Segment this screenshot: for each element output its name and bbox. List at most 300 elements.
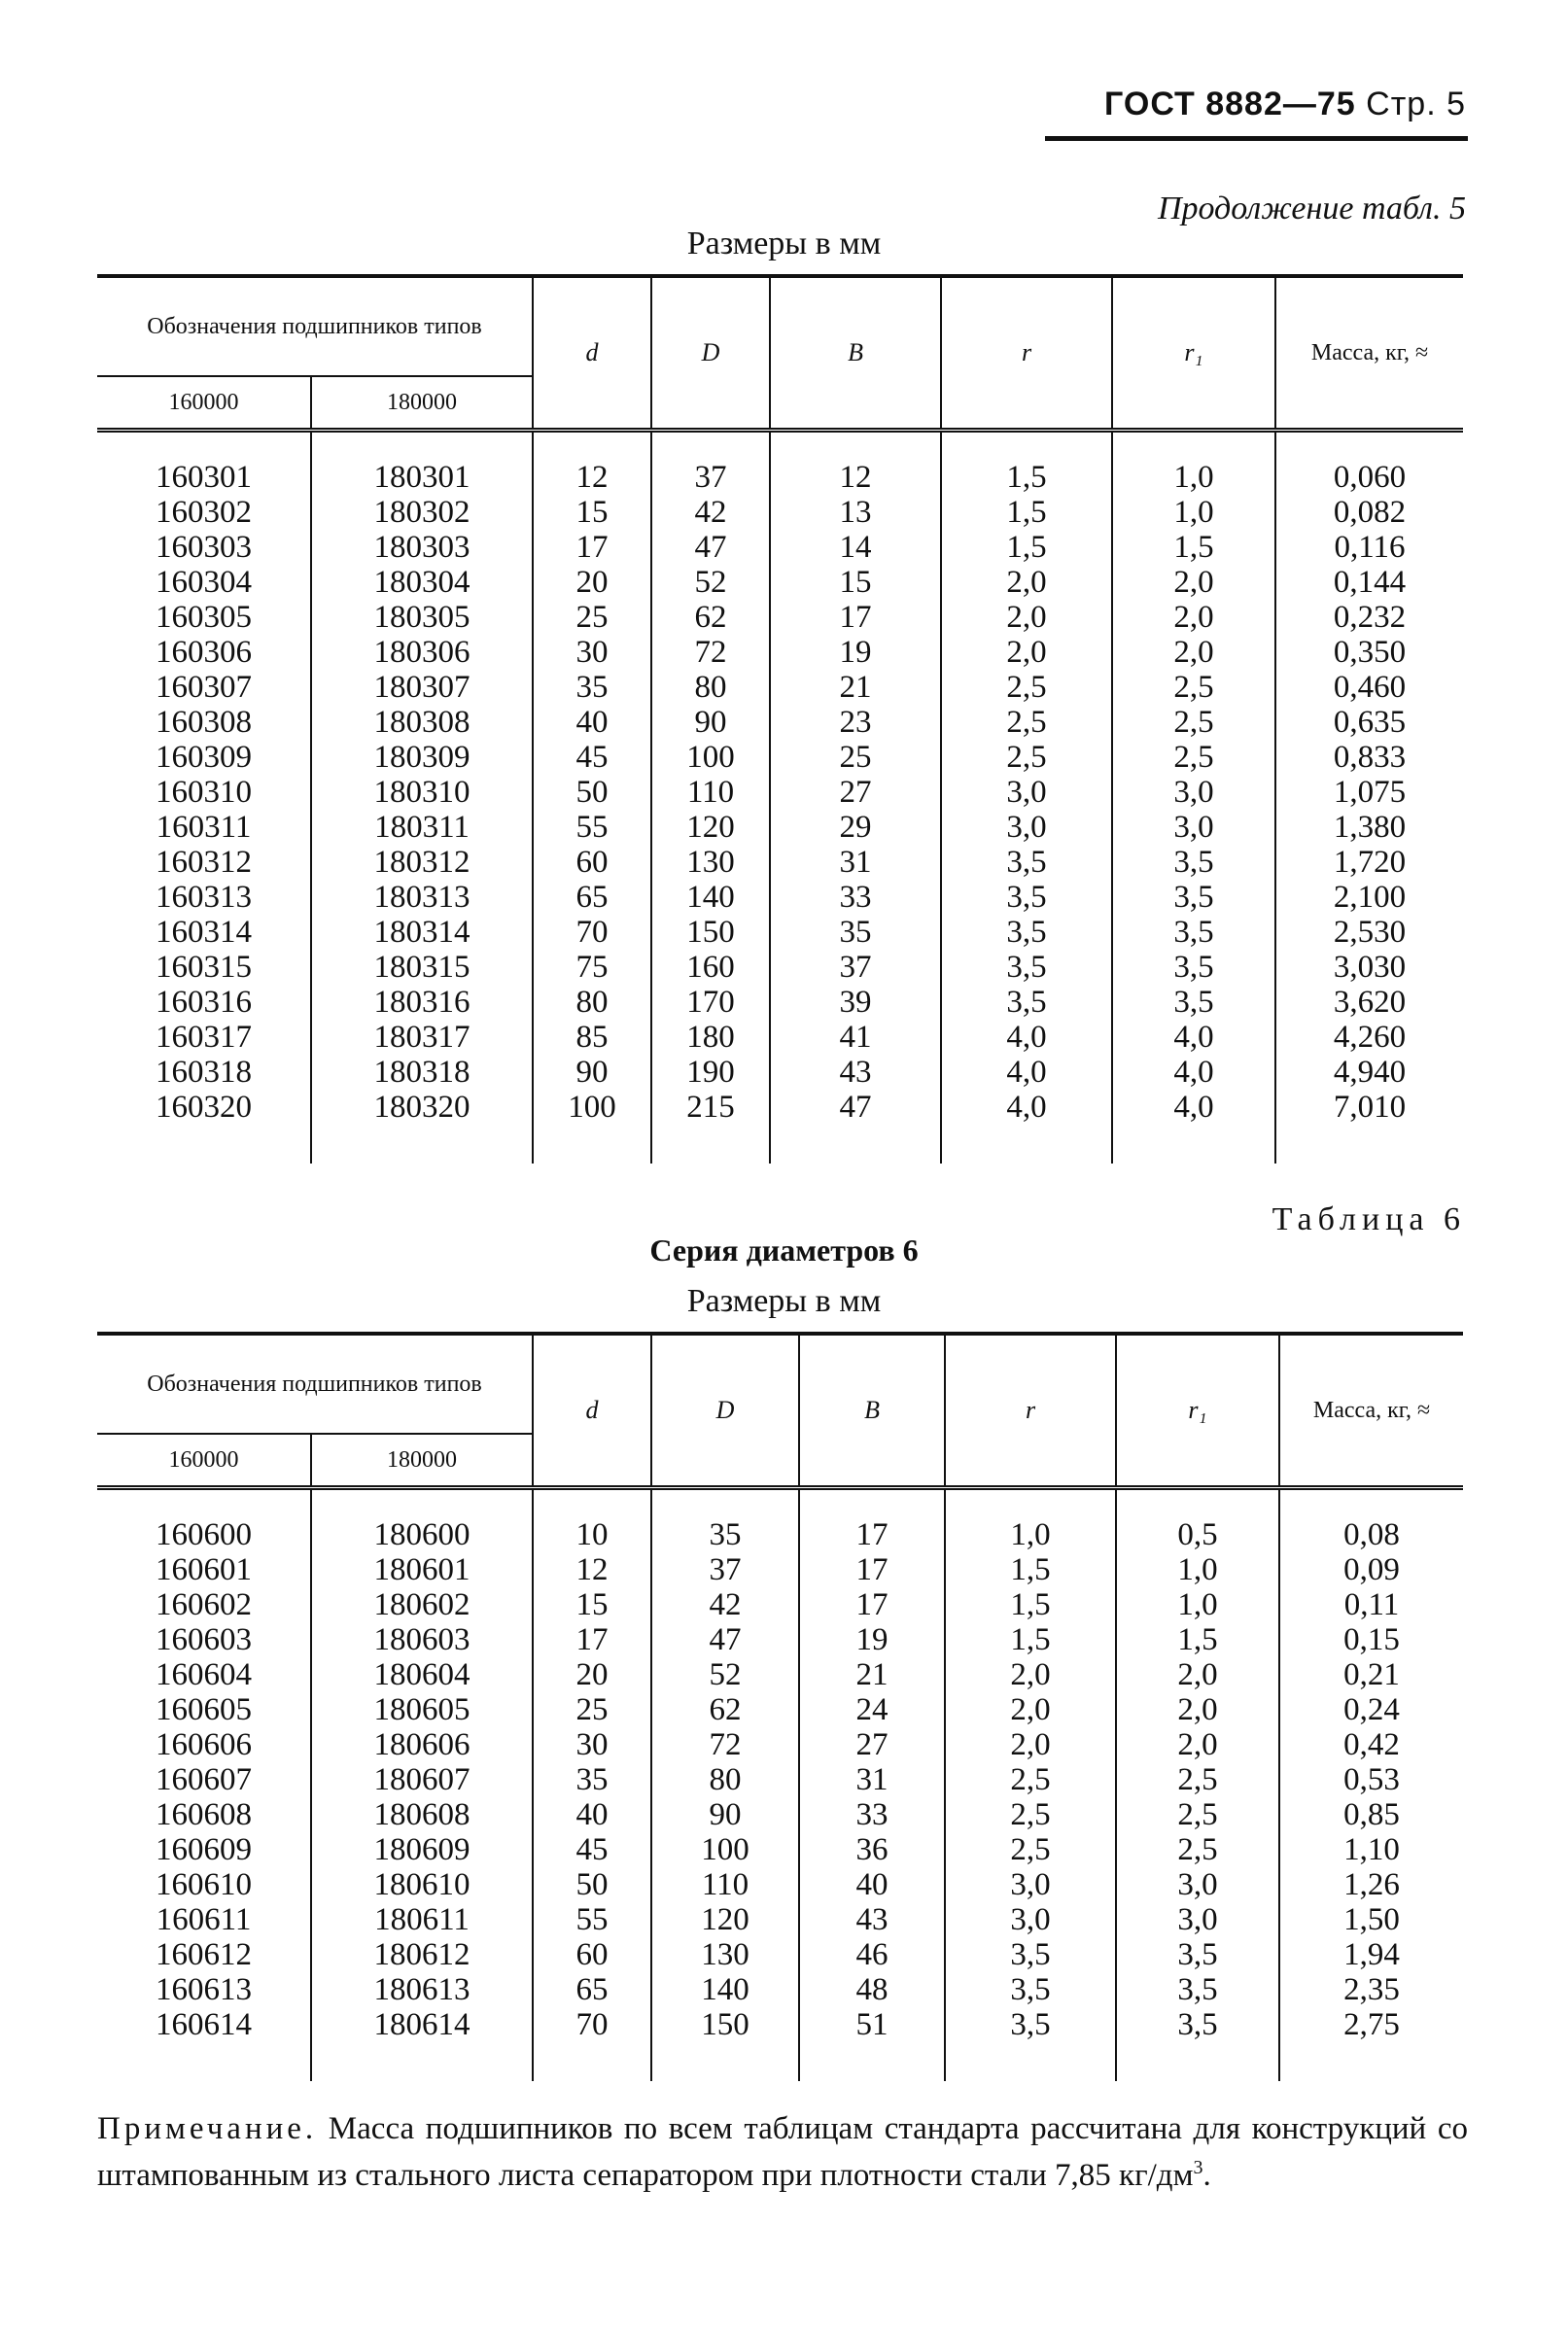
cell-type-160000: 160608: [156, 1797, 252, 1832]
note-superscript: 3: [1193, 2157, 1203, 2178]
table-row: [97, 460, 1463, 495]
cell-D: 110: [651, 1867, 799, 1902]
cell-type-160000: 160311: [156, 810, 252, 845]
cell-type-160000: 160307: [156, 670, 252, 705]
cell-r: 4,0: [941, 1090, 1112, 1125]
spacer-row: [97, 1488, 1463, 1518]
cell-r: 1,5: [945, 1622, 1116, 1657]
cell-type-160000: 160607: [156, 1762, 252, 1797]
cell-B: 27: [799, 1727, 945, 1762]
cell-r1: 2,5: [1112, 705, 1275, 740]
cell-type-180000: 180602: [311, 1587, 533, 1622]
cell-r1: 3,5: [1116, 2007, 1279, 2042]
table-row: [97, 1727, 1463, 1762]
cell-D: 100: [651, 1832, 799, 1867]
cell-mass: 2,100: [1275, 880, 1463, 915]
cell-mass: 7,010: [1275, 1090, 1463, 1125]
cell-mass: 1,94: [1279, 1937, 1463, 1972]
table6-series: Серия диаметров 6: [649, 1233, 919, 1268]
cell-mass: 3,620: [1275, 985, 1463, 1020]
cell-mass: 0,460: [1275, 670, 1463, 705]
cell-type-180000: 180606: [311, 1727, 533, 1762]
cell-type-160000: 160602: [156, 1587, 252, 1622]
spacer-row: [97, 431, 1463, 461]
page-header: [1104, 86, 1466, 123]
cell-type-180000: 180603: [311, 1622, 533, 1657]
cell-B: 41: [770, 1020, 941, 1055]
cell-B: 17: [799, 1587, 945, 1622]
cell-mass: 0,060: [1275, 460, 1463, 495]
designation-header: Обозначения подшипников типов: [97, 1334, 533, 1434]
cell-r: 2,0: [945, 1692, 1116, 1727]
cell-type-160000: 160600: [156, 1517, 252, 1552]
page-number: Стр. 5: [1366, 86, 1466, 122]
cell-B: 27: [770, 775, 941, 810]
cell-mass: 2,35: [1279, 1972, 1463, 2007]
cell-r: 3,0: [941, 810, 1112, 845]
cell-d: 15: [533, 495, 651, 530]
cell-B: 25: [770, 740, 941, 775]
cell-type-160000: 160315: [156, 950, 252, 985]
cell-B: 43: [770, 1055, 941, 1090]
table-row: [97, 600, 1463, 635]
cell-d: 40: [533, 705, 651, 740]
cell-type-180000: 180304: [311, 565, 533, 600]
col-r-header: r: [945, 1334, 1116, 1488]
cell-d: 70: [533, 2007, 651, 2042]
cell-r: 1,5: [941, 495, 1112, 530]
table-row: [97, 1657, 1463, 1692]
table-row: [97, 1832, 1463, 1867]
cell-d: 35: [533, 1762, 651, 1797]
cell-type-180000: 180320: [311, 1090, 533, 1125]
type-160000-header: 160000: [97, 376, 311, 431]
cell-r: 2,5: [941, 670, 1112, 705]
cell-type-180000: 180305: [311, 600, 533, 635]
cell-B: 48: [799, 1972, 945, 2007]
cell-D: 215: [651, 1090, 770, 1125]
cell-D: 37: [651, 1552, 799, 1587]
cell-D: 72: [651, 635, 770, 670]
cell-r1: 3,5: [1116, 1972, 1279, 2007]
cell-d: 55: [533, 810, 651, 845]
cell-type-160000: 160612: [156, 1937, 252, 1972]
cell-type-160000: 160313: [156, 880, 252, 915]
cell-r: 3,0: [945, 1902, 1116, 1937]
cell-type-160000: 160316: [156, 985, 252, 1020]
cell-r1: 4,0: [1112, 1090, 1275, 1125]
cell-r: 2,5: [945, 1797, 1116, 1832]
cell-B: 33: [770, 880, 941, 915]
cell-r: 2,0: [941, 565, 1112, 600]
cell-r1: 3,0: [1116, 1867, 1279, 1902]
note-label: Примечание.: [97, 2111, 318, 2146]
cell-r: 3,5: [945, 2007, 1116, 2042]
cell-d: 20: [533, 1657, 651, 1692]
cell-D: 190: [651, 1055, 770, 1090]
cell-r1: 3,5: [1112, 950, 1275, 985]
table-row: [97, 1902, 1463, 1937]
cell-type-160000: 160318: [156, 1055, 252, 1090]
table-row: [97, 880, 1463, 915]
cell-type-180000: 180314: [311, 915, 533, 950]
cell-type-180000: 180610: [311, 1867, 533, 1902]
cell-d: 60: [533, 845, 651, 880]
cell-B: 46: [799, 1937, 945, 1972]
cell-B: 23: [770, 705, 941, 740]
cell-D: 150: [651, 915, 770, 950]
cell-type-160000: 160301: [156, 460, 252, 495]
cell-B: 19: [799, 1622, 945, 1657]
cell-D: 52: [651, 565, 770, 600]
cell-mass: 2,75: [1279, 2007, 1463, 2042]
table-row: [97, 670, 1463, 705]
cell-type-180000: 180604: [311, 1657, 533, 1692]
cell-D: 140: [651, 880, 770, 915]
cell-mass: 0,11: [1279, 1587, 1463, 1622]
cell-mass: 4,260: [1275, 1020, 1463, 1055]
cell-type-160000: 160603: [156, 1622, 252, 1657]
cell-d: 30: [533, 635, 651, 670]
cell-d: 45: [533, 740, 651, 775]
cell-type-180000: 180614: [311, 2007, 533, 2042]
table-row: [97, 495, 1463, 530]
cell-d: 12: [533, 460, 651, 495]
col-B-header: B: [770, 276, 941, 431]
cell-type-160000: 160605: [156, 1692, 252, 1727]
cell-r1: 3,5: [1112, 915, 1275, 950]
cell-d: 10: [533, 1517, 651, 1552]
cell-mass: 1,10: [1279, 1832, 1463, 1867]
note-text: Масса подшипников по всем таблицам стандарта рассчитана для конструкций со штампованным из стального листа сепаратором при плотности стали 7,85 кг/дм: [97, 2111, 1468, 2193]
cell-r1: 2,5: [1116, 1762, 1279, 1797]
cell-type-160000: 160614: [156, 2007, 252, 2042]
spacer-row: [97, 1125, 1463, 1164]
cell-B: 31: [799, 1762, 945, 1797]
cell-d: 50: [533, 1867, 651, 1902]
cell-r: 3,0: [941, 775, 1112, 810]
type-180000-header: 180000: [311, 376, 533, 431]
cell-r1: 2,5: [1116, 1797, 1279, 1832]
col-B-header: B: [799, 1334, 945, 1488]
cell-r1: 3,0: [1112, 810, 1275, 845]
cell-mass: 0,833: [1275, 740, 1463, 775]
cell-mass: 0,15: [1279, 1622, 1463, 1657]
table6-label: Таблица 6: [1272, 1201, 1466, 1237]
cell-type-180000: 180317: [311, 1020, 533, 1055]
cell-r: 2,0: [941, 635, 1112, 670]
cell-d: 12: [533, 1552, 651, 1587]
cell-D: 150: [651, 2007, 799, 2042]
cell-type-160000: 160609: [156, 1832, 252, 1867]
cell-r1: 1,5: [1116, 1622, 1279, 1657]
cell-r1: 3,5: [1116, 1937, 1279, 1972]
cell-type-160000: 160610: [156, 1867, 252, 1902]
table-row: [97, 1622, 1463, 1657]
cell-type-180000: 180316: [311, 985, 533, 1020]
table6-units: Размеры в мм: [686, 1283, 882, 1319]
cell-type-180000: 180307: [311, 670, 533, 705]
table-row: [97, 985, 1463, 1020]
cell-D: 130: [651, 845, 770, 880]
cell-r1: 2,0: [1116, 1657, 1279, 1692]
cell-mass: 0,24: [1279, 1692, 1463, 1727]
table-row: [97, 1972, 1463, 2007]
cell-D: 140: [651, 1972, 799, 2007]
cell-D: 62: [651, 600, 770, 635]
cell-r1: 2,5: [1116, 1832, 1279, 1867]
table-row: [97, 1587, 1463, 1622]
cell-d: 65: [533, 880, 651, 915]
cell-B: 24: [799, 1692, 945, 1727]
cell-B: 37: [770, 950, 941, 985]
cell-r1: 4,0: [1112, 1020, 1275, 1055]
col-D-header: D: [651, 276, 770, 431]
cell-D: 170: [651, 985, 770, 1020]
table-row: [97, 565, 1463, 600]
col-mass-header: Масса, кг, ≈: [1279, 1334, 1463, 1488]
cell-r: 2,5: [945, 1762, 1116, 1797]
cell-mass: 0,53: [1279, 1762, 1463, 1797]
cell-d: 90: [533, 1055, 651, 1090]
cell-d: 65: [533, 1972, 651, 2007]
cell-type-180000: 180315: [311, 950, 533, 985]
cell-B: 39: [770, 985, 941, 1020]
cell-r: 1,5: [941, 460, 1112, 495]
cell-r: 3,0: [945, 1867, 1116, 1902]
cell-type-180000: 180601: [311, 1552, 533, 1587]
cell-D: 47: [651, 530, 770, 565]
cell-D: 100: [651, 740, 770, 775]
cell-type-180000: 180612: [311, 1937, 533, 1972]
cell-B: 15: [770, 565, 941, 600]
table-row: [97, 740, 1463, 775]
cell-mass: 1,26: [1279, 1867, 1463, 1902]
note-end: .: [1202, 2158, 1211, 2193]
cell-type-160000: 160611: [156, 1902, 252, 1937]
cell-B: 31: [770, 845, 941, 880]
table-row: [97, 530, 1463, 565]
cell-D: 42: [651, 495, 770, 530]
cell-r: 3,5: [945, 1937, 1116, 1972]
cell-type-180000: 180301: [311, 460, 533, 495]
cell-r1: 2,0: [1116, 1692, 1279, 1727]
cell-r: 2,0: [941, 600, 1112, 635]
cell-d: 25: [533, 1692, 651, 1727]
cell-type-180000: 180309: [311, 740, 533, 775]
cell-type-180000: 180302: [311, 495, 533, 530]
cell-r1: 1,0: [1112, 460, 1275, 495]
cell-r: 1,5: [945, 1587, 1116, 1622]
cell-d: 75: [533, 950, 651, 985]
cell-mass: 0,85: [1279, 1797, 1463, 1832]
table-row: [97, 1552, 1463, 1587]
cell-type-160000: 160314: [156, 915, 252, 950]
cell-D: 47: [651, 1622, 799, 1657]
cell-mass: 4,940: [1275, 1055, 1463, 1090]
cell-mass: 2,530: [1275, 915, 1463, 950]
cell-d: 55: [533, 1902, 651, 1937]
header-rule: [1045, 136, 1468, 141]
cell-type-180000: 180613: [311, 1972, 533, 2007]
col-D-header: D: [651, 1334, 799, 1488]
type-180000-header: 180000: [311, 1434, 533, 1488]
cell-type-180000: 180611: [311, 1902, 533, 1937]
cell-d: 35: [533, 670, 651, 705]
cell-type-180000: 180608: [311, 1797, 533, 1832]
cell-type-160000: 160303: [156, 530, 252, 565]
cell-r1: 2,0: [1116, 1727, 1279, 1762]
cell-D: 120: [651, 810, 770, 845]
cell-r: 1,0: [945, 1517, 1116, 1552]
cell-type-160000: 160606: [156, 1727, 252, 1762]
col-r-header: r: [941, 276, 1112, 431]
cell-type-160000: 160304: [156, 565, 252, 600]
col-r1-header: r₁: [1116, 1334, 1279, 1488]
table-row: [97, 775, 1463, 810]
cell-B: 12: [770, 460, 941, 495]
col-mass-header: Масса, кг, ≈: [1275, 276, 1463, 431]
cell-r1: 4,0: [1112, 1055, 1275, 1090]
cell-r1: 3,0: [1116, 1902, 1279, 1937]
cell-type-160000: 160613: [156, 1972, 252, 2007]
cell-r: 2,5: [945, 1832, 1116, 1867]
table-row: [97, 635, 1463, 670]
table5: [97, 274, 1463, 1164]
cell-d: 100: [533, 1090, 651, 1125]
cell-mass: 1,720: [1275, 845, 1463, 880]
table-row: [97, 950, 1463, 985]
cell-B: 17: [799, 1552, 945, 1587]
cell-type-160000: 160320: [156, 1090, 252, 1125]
cell-type-180000: 180308: [311, 705, 533, 740]
cell-B: 47: [770, 1090, 941, 1125]
table-row: [97, 1937, 1463, 1972]
cell-type-180000: 180605: [311, 1692, 533, 1727]
cell-B: 21: [770, 670, 941, 705]
cell-r1: 1,5: [1112, 530, 1275, 565]
cell-r1: 3,0: [1112, 775, 1275, 810]
cell-mass: 1,50: [1279, 1902, 1463, 1937]
cell-B: 13: [770, 495, 941, 530]
table-row: [97, 1692, 1463, 1727]
cell-type-160000: 160302: [156, 495, 252, 530]
cell-d: 20: [533, 565, 651, 600]
cell-r: 3,5: [941, 845, 1112, 880]
cell-r: 3,5: [945, 1972, 1116, 2007]
col-r1-header: r₁: [1112, 276, 1275, 431]
cell-d: 50: [533, 775, 651, 810]
table-row: [97, 1020, 1463, 1055]
cell-D: 37: [651, 460, 770, 495]
cell-B: 14: [770, 530, 941, 565]
cell-mass: 0,350: [1275, 635, 1463, 670]
table-row: [97, 810, 1463, 845]
cell-mass: 0,42: [1279, 1727, 1463, 1762]
table-row: [97, 1867, 1463, 1902]
cell-mass: 1,075: [1275, 775, 1463, 810]
cell-d: 40: [533, 1797, 651, 1832]
cell-d: 70: [533, 915, 651, 950]
table6: [97, 1332, 1463, 2081]
gost-number: ГОСТ 8882—75: [1104, 86, 1356, 122]
cell-type-180000: 180313: [311, 880, 533, 915]
cell-type-160000: 160308: [156, 705, 252, 740]
cell-type-180000: 180310: [311, 775, 533, 810]
cell-d: 85: [533, 1020, 651, 1055]
cell-D: 72: [651, 1727, 799, 1762]
cell-D: 90: [651, 1797, 799, 1832]
cell-B: 43: [799, 1902, 945, 1937]
cell-mass: 0,082: [1275, 495, 1463, 530]
cell-mass: 1,380: [1275, 810, 1463, 845]
table5-body: [97, 431, 1463, 1164]
cell-r: 4,0: [941, 1055, 1112, 1090]
table-row: [97, 2007, 1463, 2042]
cell-type-180000: 180312: [311, 845, 533, 880]
cell-r1: 3,5: [1112, 880, 1275, 915]
col-d-header: d: [533, 276, 651, 431]
cell-mass: 3,030: [1275, 950, 1463, 985]
cell-B: 51: [799, 2007, 945, 2042]
cell-D: 80: [651, 670, 770, 705]
cell-r: 3,5: [941, 950, 1112, 985]
cell-r1: 3,5: [1112, 985, 1275, 1020]
cell-d: 25: [533, 600, 651, 635]
cell-B: 40: [799, 1867, 945, 1902]
designation-header: Обозначения подшипников типов: [97, 276, 533, 376]
cell-type-160000: 160312: [156, 845, 252, 880]
table-row: [97, 1762, 1463, 1797]
cell-type-180000: 180318: [311, 1055, 533, 1090]
cell-d: 17: [533, 1622, 651, 1657]
cell-d: 60: [533, 1937, 651, 1972]
cell-D: 35: [651, 1517, 799, 1552]
cell-r: 4,0: [941, 1020, 1112, 1055]
cell-D: 62: [651, 1692, 799, 1727]
cell-B: 29: [770, 810, 941, 845]
cell-type-180000: 180600: [311, 1517, 533, 1552]
cell-B: 19: [770, 635, 941, 670]
cell-type-180000: 180607: [311, 1762, 533, 1797]
cell-d: 15: [533, 1587, 651, 1622]
cell-r: 1,5: [945, 1552, 1116, 1587]
cell-r: 2,5: [941, 705, 1112, 740]
table5-units: Размеры в мм: [686, 226, 882, 261]
cell-r1: 0,5: [1116, 1517, 1279, 1552]
cell-D: 52: [651, 1657, 799, 1692]
cell-r1: 2,0: [1112, 565, 1275, 600]
cell-r1: 2,5: [1112, 740, 1275, 775]
cell-B: 33: [799, 1797, 945, 1832]
cell-r1: 1,0: [1116, 1552, 1279, 1587]
cell-B: 17: [799, 1517, 945, 1552]
cell-d: 45: [533, 1832, 651, 1867]
cell-r1: 2,0: [1112, 635, 1275, 670]
cell-type-160000: 160604: [156, 1657, 252, 1692]
cell-type-160000: 160306: [156, 635, 252, 670]
cell-d: 80: [533, 985, 651, 1020]
cell-type-160000: 160317: [156, 1020, 252, 1055]
cell-r1: 1,0: [1112, 495, 1275, 530]
cell-type-160000: 160305: [156, 600, 252, 635]
cell-type-180000: 180306: [311, 635, 533, 670]
cell-B: 35: [770, 915, 941, 950]
cell-D: 90: [651, 705, 770, 740]
table-row: [97, 915, 1463, 950]
cell-type-180000: 180311: [311, 810, 533, 845]
note: [97, 2109, 1468, 2195]
